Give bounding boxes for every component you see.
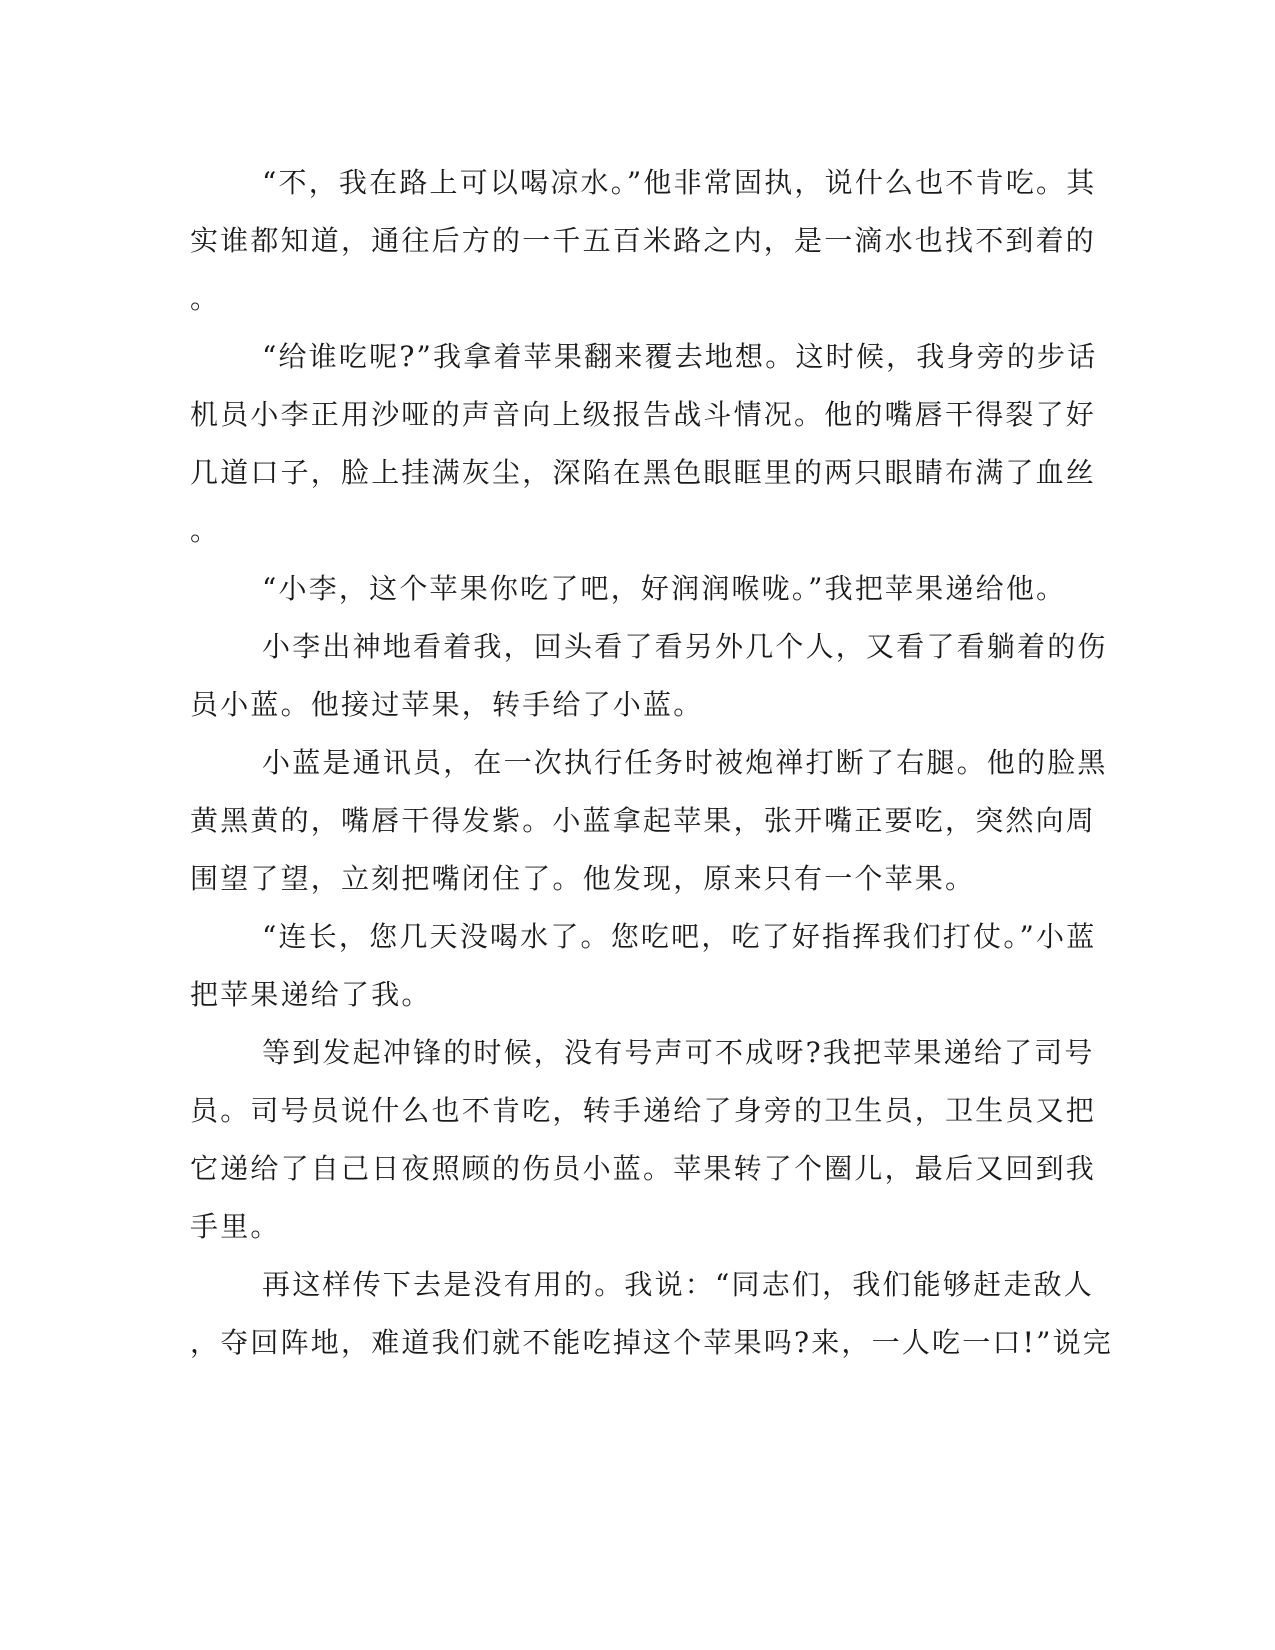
- text-line: ，夺回阵地，难道我们就不能吃掉这个苹果吗?来，一人吃一口!”说完: [190, 1326, 1113, 1359]
- text-line: 手里。: [190, 1210, 281, 1243]
- text-line: 员小蓝。他接过苹果，转手给了小蓝。: [190, 688, 704, 721]
- text-line: 把苹果递给了我。: [190, 978, 432, 1011]
- text-line: “连长，您几天没喝水了。您吃吧，吃了好指挥我们打仗。”小蓝: [262, 920, 1097, 953]
- text-line: 小李出神地看着我，回头看了看另外几个人，又看了看躺着的伤: [262, 630, 1108, 663]
- text-line: 实谁都知道，通往后方的一千五百米路之内，是一滴水也找不到着的: [190, 224, 1097, 257]
- text-line: 等到发起冲锋的时候，没有号声可不成呀?我把苹果递给了司号: [262, 1036, 1095, 1069]
- text-line: 。: [190, 282, 221, 315]
- text-line: 几道口子，脸上挂满灰尘，深陷在黑色眼眶里的两只眼睛布满了血丝: [190, 456, 1097, 489]
- text-line: “小李，这个苹果你吃了吧，好润润喉咙。”我把苹果递给他。: [262, 572, 1067, 605]
- text-line: 黄黑黄的，嘴唇干得发紫。小蓝拿起苹果，张开嘴正要吃，突然向周: [190, 804, 1097, 837]
- text-line: 。: [190, 514, 221, 547]
- text-line: “不，我在路上可以喝凉水。”他非常固执，说什么也不肯吃。其: [262, 166, 1097, 199]
- text-line: 围望了望，立刻把嘴闭住了。他发现，原来只有一个苹果。: [190, 862, 976, 895]
- text-line: 再这样传下去是没有用的。我说：“同志们，我们能够赶走敌人: [262, 1268, 1094, 1301]
- text-line: “给谁吃呢?”我拿着苹果翻来覆去地想。这时候，我身旁的步话: [262, 340, 1098, 373]
- text-line: 它递给了自己日夜照顾的伤员小蓝。苹果转了个圈儿，最后又回到我: [190, 1152, 1097, 1185]
- text-line: 员。司号员说什么也不肯吃，转手递给了身旁的卫生员，卫生员又把: [190, 1094, 1097, 1127]
- text-line: 机员小李正用沙哑的声音向上级报告战斗情况。他的嘴唇干得裂了好: [190, 398, 1097, 431]
- text-line: 小蓝是通讯员，在一次执行任务时被炮禅打断了右腿。他的脸黑: [262, 746, 1108, 779]
